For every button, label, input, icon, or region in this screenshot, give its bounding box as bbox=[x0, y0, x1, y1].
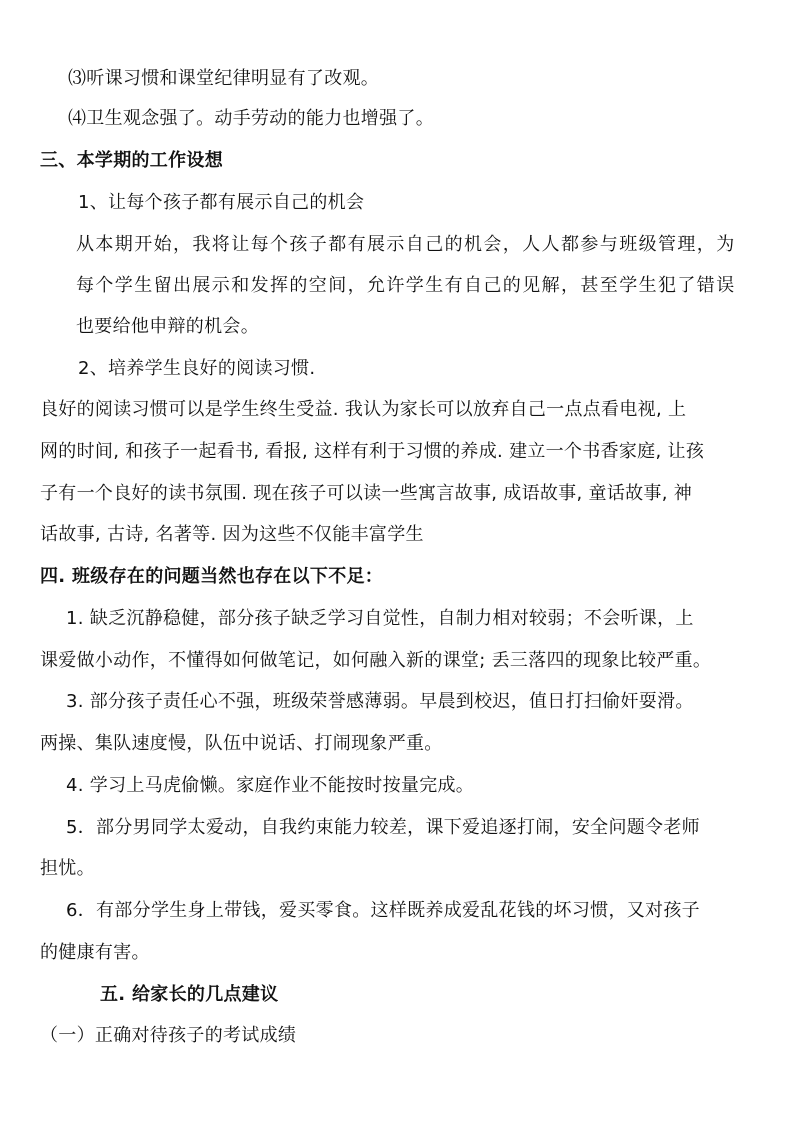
text-line: 3. 部分孩子责任心不强，班级荣誉感薄弱。早晨到校迟，值日打扫偷奸耍滑。 bbox=[66, 691, 694, 712]
text-line: 每个学生留出展示和发挥的空间，允许学生有自己的见解，甚至学生犯了错误 bbox=[76, 275, 736, 296]
text-line: （一）正确对待孩子的考试成绩 bbox=[40, 1025, 297, 1046]
section-heading: 四. 班级存在的问题当然也存在以下不足： bbox=[40, 566, 384, 587]
text-line: 6．有部分学生身上带钱，爱买零食。这样既养成爱乱花钱的坏习惯，又对孩子 bbox=[66, 900, 700, 921]
text-line: ⑶听课习惯和课堂纪律明显有了改观。 bbox=[68, 68, 380, 89]
text-line: 也要给他申辩的机会。 bbox=[76, 316, 259, 337]
text-line: 1. 缺乏沉静稳健，部分孩子缺乏学习自觉性，自制力相对较弱；不会听课，上 bbox=[66, 608, 694, 629]
text-line: 5．部分男同学太爱动，自我约束能力较差，课下爱追逐打闹，安全问题令老师 bbox=[66, 817, 700, 838]
subheading: 2、培养学生良好的阅读习惯. bbox=[78, 358, 316, 379]
text-line: 课爱做小动作，不懂得如何做笔记，如何融入新的课堂; 丢三落四的现象比较严重。 bbox=[40, 650, 712, 671]
text-line: 子有一个良好的读书氛围. 现在孩子可以读一些寓言故事, 成语故事, 童话故事, 神 bbox=[40, 483, 693, 504]
subheading: 1、让每个孩子都有展示自己的机会 bbox=[78, 192, 365, 213]
text-line: 两操、集队速度慢，队伍中说话、打闹现象严重。 bbox=[40, 733, 443, 754]
text-line: 良好的阅读习惯可以是学生终生受益. 我认为家长可以放弃自己一点点看电视, 上 bbox=[40, 399, 687, 420]
text-line: 话故事, 古诗, 名著等. 因为这些不仅能丰富学生 bbox=[40, 524, 424, 545]
text-line: ⑷卫生观念强了。动手劳动的能力也增强了。 bbox=[68, 108, 434, 129]
section-heading: 五. 给家长的几点建议 bbox=[100, 984, 279, 1005]
text-line: 的健康有害。 bbox=[40, 942, 150, 963]
text-line: 从本期开始，我将让每个孩子都有展示自己的机会，人人都参与班级管理，为 bbox=[76, 234, 736, 255]
text-line: 网的时间, 和孩子一起看书, 看报, 这样有利于习惯的养成. 建立一个书香家庭, 让孩 bbox=[40, 441, 705, 462]
section-heading: 三、本学期的工作设想 bbox=[40, 150, 223, 171]
text-line: 4. 学习上马虎偷懒。家庭作业不能按时按量完成。 bbox=[66, 775, 475, 796]
text-line: 担忧。 bbox=[40, 858, 95, 879]
